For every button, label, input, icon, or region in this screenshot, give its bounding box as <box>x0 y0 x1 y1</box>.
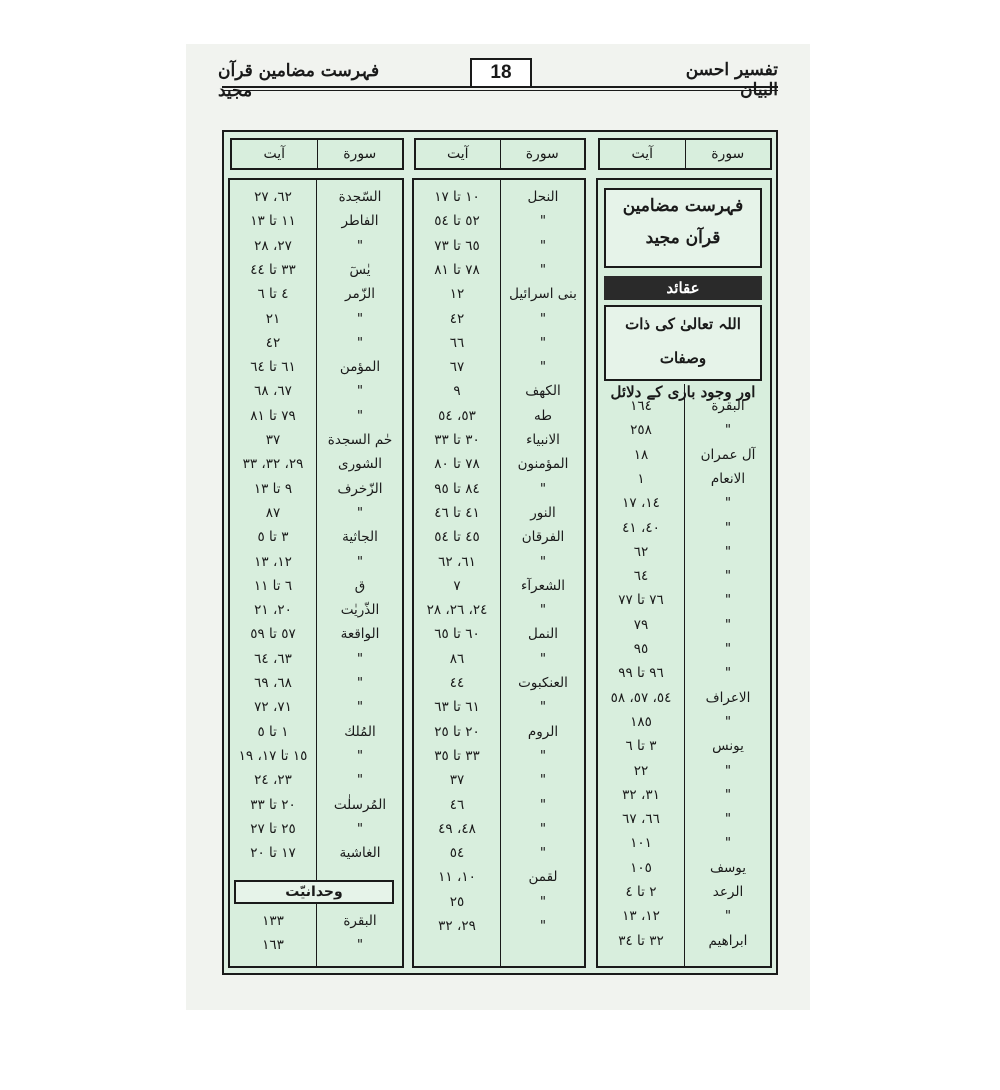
entry-surah: الروم <box>527 723 559 740</box>
entry-surah: یوسف <box>709 859 747 876</box>
entry-ayat: ١٨٥ <box>630 713 652 730</box>
entry-surah: " <box>539 261 547 278</box>
entry-ayat: ٦٧ <box>449 359 465 376</box>
entry-ayat: ٢٢ <box>633 762 649 779</box>
entry-surah: " <box>539 845 547 862</box>
entry-surah: المؤمن <box>339 359 381 376</box>
entry-ayat: ٤١ تا ٤٦ <box>434 504 480 521</box>
header-rule <box>222 86 778 88</box>
entry-ayat: ٧١، ٧٢ <box>254 699 292 716</box>
entry-surah: الشوری <box>338 456 382 473</box>
entry-ayat: ٦٦، ٦٧ <box>622 811 660 828</box>
entry-surah: " <box>539 699 547 716</box>
entry-surah: " <box>724 713 732 730</box>
entry-surah: الغاشیة <box>339 845 381 862</box>
entry-surah: بنی اسرائیل <box>509 286 577 303</box>
index-title-line2: قرآن مجید <box>645 228 721 248</box>
entry-ayat: ٧٦ تا ٧٧ <box>618 592 664 609</box>
category-heading: عقائد <box>604 276 762 300</box>
entry-ayat: ١٢، ١٣ <box>622 908 660 925</box>
entry-surah: الزّمر <box>345 286 375 303</box>
col3-header-ayat: آیت <box>232 140 318 168</box>
entry-surah: " <box>539 772 547 789</box>
entry-ayat: ٨٧ <box>265 504 281 521</box>
subheading-line1: اللہ تعالیٰ کی ذات وصفات <box>625 315 741 367</box>
entry-surah: " <box>724 811 732 828</box>
entry-ayat: ٣٠ تا ٣٣ <box>434 432 480 448</box>
entry-surah: " <box>356 553 364 570</box>
entry-ayat: ٦٢ <box>633 543 649 560</box>
col2-divider <box>500 180 501 966</box>
entry-surah: النحل <box>527 189 559 205</box>
entry-ayat: ٨٦ <box>449 650 465 667</box>
entry-ayat: ٧٩ تا ٨١ <box>250 407 296 424</box>
entry-surah: الکهف <box>525 383 561 400</box>
entry-ayat: ٦١ تا ٦٤ <box>250 359 296 376</box>
index-title-line1: فہرست مضامین <box>622 196 744 216</box>
entry-surah: الزّخرف <box>337 480 383 497</box>
entry-ayat: ٦٧، ٦٨ <box>254 383 292 400</box>
entry-ayat: ١٢، ١٣ <box>254 553 292 570</box>
entry-surah: " <box>539 893 547 910</box>
entry-surah: " <box>724 422 732 439</box>
entry-surah: " <box>356 675 364 691</box>
col1-header-ayat: آیت <box>600 140 686 168</box>
entry-ayat: ٤ تا ٦ <box>257 286 289 303</box>
entry-surah: " <box>356 747 364 764</box>
entry-surah: " <box>539 918 547 934</box>
entry-surah: الفرقان <box>521 529 565 546</box>
entry-surah: " <box>724 835 732 852</box>
entry-ayat: ٦٤ <box>633 568 649 585</box>
entry-ayat: ٤٢ <box>449 310 465 327</box>
entry-surah: طه <box>534 407 552 424</box>
entry-ayat: ١٠، ١١ <box>438 869 476 886</box>
entry-ayat: ٣٧ <box>265 432 281 448</box>
entry-ayat: ٤٦ <box>449 796 465 813</box>
entry-surah: الاعراف <box>705 689 751 706</box>
entry-ayat: ٢٥ <box>449 893 465 910</box>
entry-ayat: ٢٠، ٢١ <box>254 602 292 619</box>
header-rule-thin <box>222 90 778 91</box>
entry-ayat: ٤٨، ٤٩ <box>438 820 476 837</box>
entry-ayat: ١٥ تا ١٧، ١٩ <box>238 747 308 764</box>
page-number: 18 <box>470 58 532 88</box>
entry-surah: آل عمران <box>700 446 756 463</box>
entry-surah: الفاطر <box>341 213 379 230</box>
entry-surah: " <box>724 568 732 585</box>
entry-ayat: ٢٣، ٢٤ <box>254 772 292 789</box>
entry-surah: " <box>539 334 547 351</box>
col3-divider <box>316 180 317 966</box>
entry-ayat: ١١ تا ١٣ <box>250 213 296 230</box>
entry-surah: " <box>356 650 364 667</box>
entry-ayat: ٢٥٨ <box>630 422 652 439</box>
entry-ayat: ٢٤، ٢٦، ٢٨ <box>426 602 488 619</box>
entry-ayat: ٣٣ تا ٣٥ <box>434 747 480 764</box>
entry-surah: المُرسلٰت <box>333 796 387 813</box>
entry-surah: " <box>539 796 547 813</box>
entry-ayat: ٤٥ تا ٥٤ <box>434 529 480 546</box>
entry-surah: السّجدة <box>338 189 382 205</box>
subheading-box <box>604 305 762 401</box>
col2-header-surah: سورة <box>525 146 559 162</box>
entry-surah: النور <box>530 504 556 521</box>
entry-ayat: ٤٠، ٤١ <box>622 519 660 536</box>
entry-surah: المُلك <box>344 723 376 740</box>
entry-ayat: ٢٠ تا ٣٣ <box>250 796 296 813</box>
col2-header <box>414 138 586 170</box>
col1-header-surah: سورة <box>711 146 745 162</box>
entry-surah: الرعد <box>712 884 744 900</box>
entry-ayat: ١٦٤ <box>630 398 652 414</box>
entry-ayat: ٤٤ <box>449 675 465 691</box>
entry-surah: الذّریٰت <box>340 602 380 619</box>
entry-ayat: ١ تا ٥ <box>257 723 289 740</box>
entry-surah: " <box>539 480 547 497</box>
entry-surah: " <box>356 334 364 351</box>
entry-ayat: ١٠١ <box>630 835 652 852</box>
entry-surah: " <box>724 908 732 925</box>
entry-ayat: ٦١ تا ٦٣ <box>434 699 480 716</box>
entry-ayat: ٥٢ تا ٥٤ <box>434 213 480 230</box>
entry-ayat: ١٢ <box>449 286 465 303</box>
entry-surah: ابراهیم <box>708 932 748 949</box>
entry-ayat: ٢٩، ٣٢ <box>438 918 476 934</box>
entry-ayat: ١٤، ١٧ <box>622 495 660 512</box>
entry-ayat: ٢١ <box>265 310 281 327</box>
entry-ayat: ٦٨، ٦٩ <box>254 675 292 691</box>
entry-surah: " <box>724 495 732 512</box>
entry-ayat: ٦٠ تا ٦٥ <box>434 626 480 643</box>
entry-surah: " <box>356 772 364 789</box>
entry-ayat: ١٨ <box>633 446 649 463</box>
entry-ayat: ٩ <box>453 383 461 400</box>
entry-surah: ق <box>354 577 366 594</box>
entry-surah: العنکبوت <box>518 675 568 691</box>
entry-ayat: ٦٣، ٦٤ <box>254 650 292 667</box>
entry-surah: " <box>539 213 547 230</box>
entry-ayat: ٣ تا ٦ <box>625 738 657 755</box>
entry-ayat: ٩ تا ١٣ <box>253 480 293 497</box>
entry-ayat: ٢٥ تا ٢٧ <box>250 820 296 837</box>
entry-surah: " <box>356 237 364 254</box>
entry-ayat: ٦٥ تا ٧٣ <box>434 237 480 254</box>
entry-surah: الشعرآء <box>521 577 565 594</box>
entry-surah: " <box>724 616 732 633</box>
entry-surah: " <box>356 310 364 327</box>
entry-ayat: ٤٢ <box>265 334 281 351</box>
col1-divider <box>684 384 685 966</box>
subheading-line2: اور وجود باری کے دلائل <box>610 383 756 401</box>
entry-ayat: ٢٩، ٣٢، ٣٣ <box>242 456 304 473</box>
entry-ayat: ١٠ تا ١٧ <box>434 189 480 205</box>
entry-surah: الجاثیة <box>342 529 378 546</box>
col2-header-ayat: آیت <box>416 140 501 168</box>
entry-ayat: ٣ تا ٥ <box>257 529 289 546</box>
entry-surah: " <box>724 762 732 779</box>
entry-ayat: ٣٧ <box>449 772 465 789</box>
entry-ayat: ٧ <box>453 577 461 594</box>
entry-ayat: ٧٨ تا ٨٠ <box>434 456 480 473</box>
col3-header-surah: سورة <box>343 146 377 162</box>
entry-surah: " <box>724 543 732 560</box>
entry-ayat: ٢ تا ٤ <box>625 884 657 900</box>
entry-ayat: ١٧ تا ٢٠ <box>250 845 296 862</box>
entry-surah: الانبیاء <box>526 432 560 448</box>
entry-ayat: ٥٤ <box>449 845 465 862</box>
subsection-heading: وحدانیّت <box>234 880 394 904</box>
entry-surah: الانعام <box>710 470 746 487</box>
entry-surah: " <box>539 359 547 376</box>
entry-ayat: ٨٤ تا ٩٥ <box>434 480 480 497</box>
entry-surah: " <box>724 519 732 536</box>
entry-ayat: ١٦٣ <box>262 937 284 954</box>
entry-ayat: ٦ تا ١١ <box>253 577 293 594</box>
section-title: فہرست مضامین قرآن مجید <box>218 61 380 101</box>
entry-ayat: ٥٤، ٥٧، ٥٨ <box>610 689 672 706</box>
entry-ayat: ٩٥ <box>633 641 649 657</box>
entry-ayat: ٥٣، ٥٤ <box>438 407 476 424</box>
entry-surah: " <box>539 237 547 254</box>
entry-surah: النمل <box>528 626 558 643</box>
entry-ayat: ٦٦ <box>449 334 465 351</box>
col1-header <box>598 138 772 170</box>
entry-ayat: ٧٨ تا ٨١ <box>434 261 480 278</box>
entry-surah: " <box>356 699 364 716</box>
entry-surah: " <box>539 650 547 667</box>
entry-ayat: ٣١، ٣٢ <box>622 786 660 803</box>
entry-ayat: ٦٢، ٢٧ <box>254 189 292 205</box>
entry-surah: یونس <box>712 738 744 755</box>
entry-ayat: ٢٠ تا ٢٥ <box>434 723 480 740</box>
entry-ayat: ١٠٥ <box>630 859 652 876</box>
entry-surah: البقرة <box>711 398 745 414</box>
entry-surah: " <box>539 747 547 764</box>
index-title-box <box>604 188 762 268</box>
entry-ayat: ٣٣ تا ٤٤ <box>250 261 296 278</box>
entry-ayat: ٧٩ <box>633 616 649 633</box>
entry-surah: المؤمنون <box>517 456 569 473</box>
entry-surah: " <box>539 602 547 619</box>
entry-surah: الواقعة <box>340 626 380 643</box>
entry-surah: " <box>356 504 364 521</box>
col3-header <box>230 138 404 170</box>
entry-ayat: ١ <box>637 470 645 487</box>
entry-surah: " <box>356 383 364 400</box>
entry-surah: " <box>539 310 547 327</box>
entry-surah: " <box>539 553 547 570</box>
entry-surah: لقمن <box>528 869 558 886</box>
entry-ayat: ٢٧، ٢٨ <box>254 237 292 254</box>
book-title: تفسیر احسن البیان <box>685 60 778 100</box>
entry-surah: " <box>539 820 547 837</box>
entry-surah: " <box>356 820 364 837</box>
entry-surah: " <box>724 641 732 657</box>
entry-surah: یٰسٓ <box>349 261 371 278</box>
entry-surah: " <box>724 786 732 803</box>
entry-surah: البقرة <box>343 913 377 929</box>
entry-ayat: ١٣٣ <box>262 913 284 929</box>
entry-surah: حٰم السجدة <box>327 432 393 448</box>
entry-surah: " <box>356 407 364 424</box>
entry-surah: " <box>724 665 732 682</box>
entry-surah: " <box>724 592 732 609</box>
entry-ayat: ٥٧ تا ٥٩ <box>250 626 296 643</box>
entry-ayat: ٣٢ تا ٣٤ <box>618 932 664 949</box>
entry-surah: " <box>356 937 364 954</box>
entry-ayat: ٩٦ تا ٩٩ <box>618 665 664 682</box>
entry-ayat: ٦١، ٦٢ <box>438 553 476 570</box>
